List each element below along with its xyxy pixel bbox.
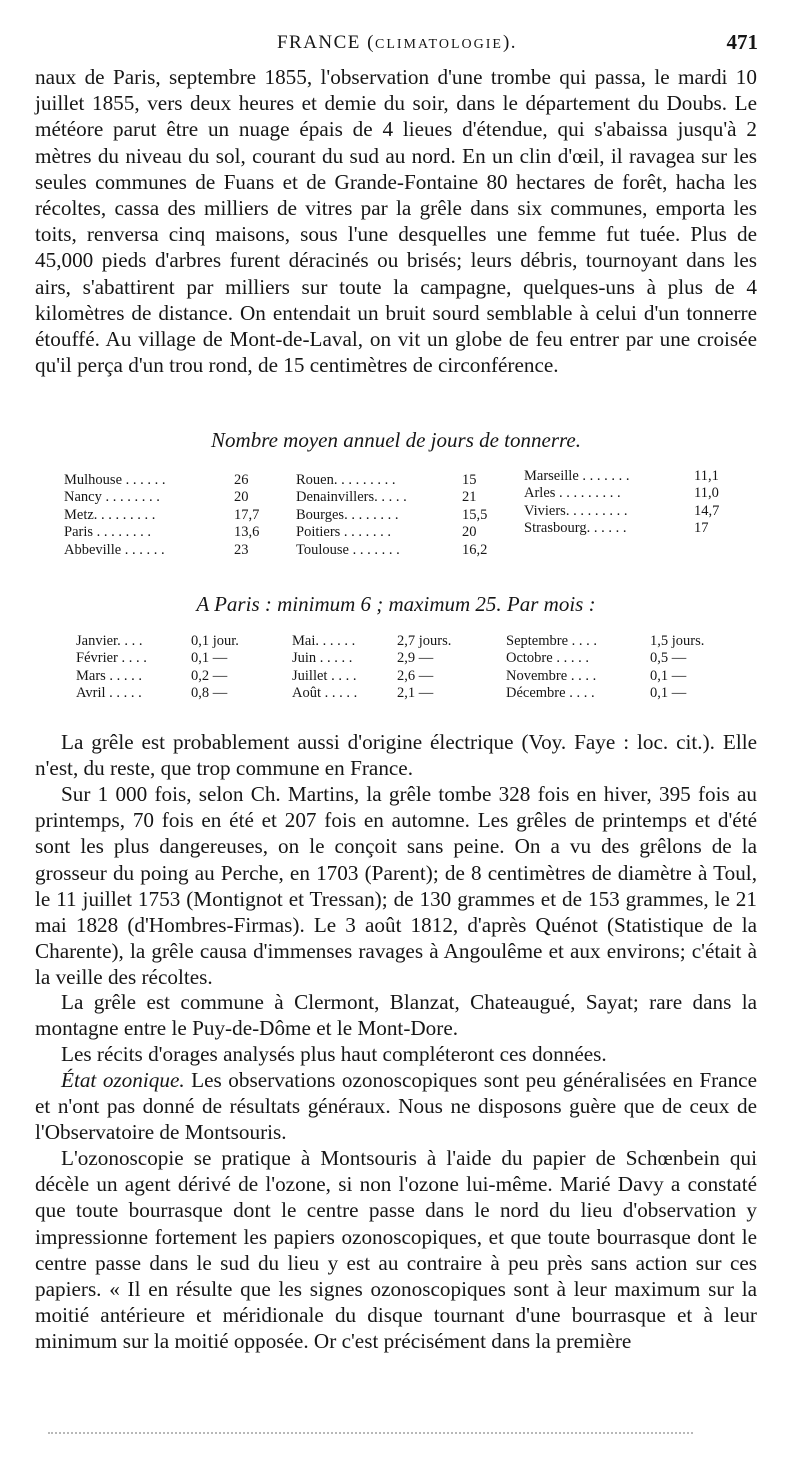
days-value: 14,7	[694, 502, 720, 519]
days-value: 20	[462, 524, 477, 541]
month-row	[76, 685, 276, 702]
month-name: Août . . . . .	[292, 685, 358, 702]
thunder-column-2	[296, 472, 496, 559]
month-name: Mai. . . . . .	[292, 633, 356, 649]
month-row	[506, 650, 736, 667]
month-name: Octobre . . . . .	[506, 650, 589, 667]
thunder-row	[296, 524, 496, 541]
paris-column-3	[506, 633, 736, 703]
thunder-column-3	[524, 468, 754, 538]
paris-column-2	[292, 633, 492, 703]
thunder-row	[64, 507, 269, 524]
running-title-smallcaps: CLIMATOLOGIE	[375, 37, 503, 52]
city-name: Poitiers . . . . . . .	[296, 524, 392, 541]
city-name: Viviers. . . . . . . . .	[524, 502, 628, 519]
running-title-main: FRANCE (	[276, 32, 375, 53]
days-value: 15,5	[462, 506, 488, 523]
thunder-row	[296, 489, 496, 506]
city-name: Abbeville . . . . . .	[64, 541, 165, 558]
days-value: 16,2	[462, 541, 488, 558]
city-name: Nancy . . . . . . . .	[64, 489, 160, 506]
thunder-row	[64, 489, 269, 506]
orages-paragraph: Les récits d'orages analysés plus haut compléteront ces données.	[61, 1042, 607, 1066]
city-name: Rouen. . . . . . . . .	[296, 472, 396, 488]
running-header	[36, 32, 758, 58]
thunder-row	[64, 472, 269, 489]
city-name: Marseille . . . . . . .	[524, 468, 630, 484]
thunder-row	[64, 524, 269, 541]
month-name: Novembre . . . .	[506, 667, 597, 684]
month-name: Septembre . . . .	[506, 633, 598, 649]
running-title-end: ).	[502, 32, 518, 53]
month-row	[76, 668, 276, 685]
days-value: 11,1	[694, 468, 719, 484]
month-value: 0,1 —	[650, 685, 687, 702]
month-value: 2,1 —	[397, 685, 434, 702]
month-value: 0,1 —	[650, 667, 687, 684]
month-value: 0,8 —	[191, 685, 228, 702]
ozone-text: Les observations ozonoscopiques sont peu généralisées en France et n'ont pas donné de résultats généraux. Nous ne disposons guère que de ceux de l'Observatoire de Montsouris.	[35, 1068, 757, 1145]
thunder-row	[524, 468, 754, 485]
city-name: Metz. . . . . . . . .	[64, 506, 156, 523]
days-value: 17	[694, 520, 709, 537]
month-value: 0,1 —	[191, 650, 228, 667]
month-name: Juin . . . . .	[292, 650, 353, 667]
month-row	[292, 633, 492, 650]
ozone-lead: État ozonique.	[61, 1068, 185, 1092]
days-value: 21	[462, 489, 477, 506]
thunder-row	[524, 503, 754, 520]
month-value: 0,2 —	[191, 667, 228, 684]
thunder-column-1	[64, 472, 269, 559]
month-name: Janvier. . . .	[76, 633, 143, 649]
days-value: 23	[234, 541, 249, 558]
grele-paragraph-2: Sur 1 000 fois, selon Ch. Martins, la grêle tombe 328 fois en hiver, 395 fois au printemps, 70 fois en été et 207 fois en automne. Les grêles de printemps et d'été sont les plus dangereuses, on le conçoit sans peine. On a vu des grêlons de la grosseur du poing au Perche, en 1703 (Parent); de 8 centimètres de diamètre à Toul, le 11 juillet 1753 (Montignot et Tressan); de 130 grammes et de 153 grammes, le 21 mai 1828 (d'Hombres-Firmas). Le 3 août 1812, d'après Quénot (Statistique de la Charente), la grêle causa d'immenses ravages à Angoulême et aux environs; c'était à la veille des récoltes.	[35, 782, 757, 990]
city-name: Denainvillers. . . . .	[296, 489, 407, 506]
thunder-row	[64, 542, 269, 559]
month-value: 2,7 jours.	[397, 633, 452, 649]
city-name: Paris . . . . . . . .	[64, 524, 151, 541]
ozone-paragraph-1	[35, 1067, 757, 1146]
thunder-row	[524, 485, 754, 502]
month-row	[292, 668, 492, 685]
days-value: 11,0	[694, 485, 719, 502]
thunder-row	[296, 507, 496, 524]
page-number: 471	[726, 30, 758, 54]
footer-rule	[48, 1432, 693, 1434]
paris-table-title: A Paris : minimum 6 ; maximum 25. Par mois :	[196, 592, 596, 616]
month-value: 0,1 jour.	[191, 633, 239, 649]
month-row	[292, 685, 492, 702]
grele-paragraph-3: La grêle est commune à Clermont, Blanzat, Chateaugué, Sayat; rare dans la montagne entre le Puy-de-Dôme et le Mont-Dore.	[35, 990, 757, 1041]
city-name: Mulhouse . . . . . .	[64, 472, 166, 488]
days-value: 17,7	[234, 506, 260, 523]
grele-paragraph-1: La grêle est probablement aussi d'origine électrique (Voy. Faye : loc. cit.). Elle n'est, du reste, que trop commune en France.	[35, 730, 757, 781]
month-value: 2,9 —	[397, 650, 434, 667]
city-name: Toulouse . . . . . . .	[296, 541, 400, 558]
month-row	[292, 650, 492, 667]
month-row	[76, 650, 276, 667]
month-name: Décembre . . . .	[506, 685, 595, 702]
month-name: Février . . . .	[76, 650, 147, 667]
intro-paragraph: naux de Paris, septembre 1855, l'observation d'une trombe qui passa, le mardi 10 juillet 1855, vers deux heures et demie du soir, dans le département du Doubs. Le météore parut être un nuage épais de 4 lieues d'étendue, qui s'abaissa jusqu'à 2 mètres du niveau du sol, courant du sud au nord. En un clin d'œil, il ravagea sur les seules communes de Fuans et de Grande-Fontaine 80 hectares de forêt, hacha les récoltes, cassa des milliers de vitres par la grêle dans six communes, emporta les toits, renversa cinq maisons, sous l'une desquelles une femme fut tuée. Plus de 45,000 pieds d'arbres furent déracinés ou brisés; leurs débris, tournoyant dans les airs, s'abattirent par milliers sur toute la campagne, quelques-uns à plus de 4 kilomètres de distance. On entendait un bruit sourd semblable à celui d'un tonnerre étouffé. Au village de Mont-de-Laval, on vit un globe de feu entrer par une croisée qu'il perça d'un trou rond, de 15 centimètres de circonférence.	[35, 65, 757, 378]
month-row	[506, 685, 736, 702]
city-name: Bourges. . . . . . . .	[296, 506, 399, 523]
month-name: Juillet . . . .	[292, 667, 357, 684]
days-value: 13,6	[234, 524, 260, 541]
days-value: 20	[234, 489, 249, 506]
month-name: Mars . . . . .	[76, 667, 143, 684]
month-row	[506, 668, 736, 685]
paris-column-1	[76, 633, 276, 703]
thunder-row	[296, 542, 496, 559]
month-name: Avril . . . . .	[76, 685, 142, 702]
days-value: 26	[234, 472, 249, 488]
days-value: 15	[462, 472, 477, 488]
thunder-row	[296, 472, 496, 489]
city-name: Arles . . . . . . . . .	[524, 485, 621, 502]
month-row	[76, 633, 276, 650]
thunder-table-title: Nombre moyen annuel de jours de tonnerre.	[211, 428, 581, 452]
city-name: Strasbourg. . . . . .	[524, 520, 627, 537]
month-value: 0,5 —	[650, 650, 687, 667]
month-value: 1,5 jours.	[650, 633, 705, 649]
month-row	[506, 633, 736, 650]
running-title	[36, 32, 758, 54]
ozone-paragraph-2: L'ozonoscopie se pratique à Montsouris à l'aide du papier de Schœnbein qui décèle un agent dérivé de l'ozone, si non l'ozone lui-même. Marié Davy a constaté que toute bourrasque dont le centre passe dans le nord du lieu d'observation y impressionne fortement les papiers ozonoscopiques, et que toute bourrasque dont le centre passe dans le sud du lieu y est au contraire à peu près sans action sur ces papiers. « Il en résulte que les signes ozonoscopiques sont à leur maximum sur la moitié antérieure et méridionale du disque tournant d'une bourrasque et à leur minimum sur la moitié opposée. Or c'est précisément dans la première	[35, 1146, 757, 1354]
month-value: 2,6 —	[397, 667, 434, 684]
thunder-row	[524, 520, 754, 537]
